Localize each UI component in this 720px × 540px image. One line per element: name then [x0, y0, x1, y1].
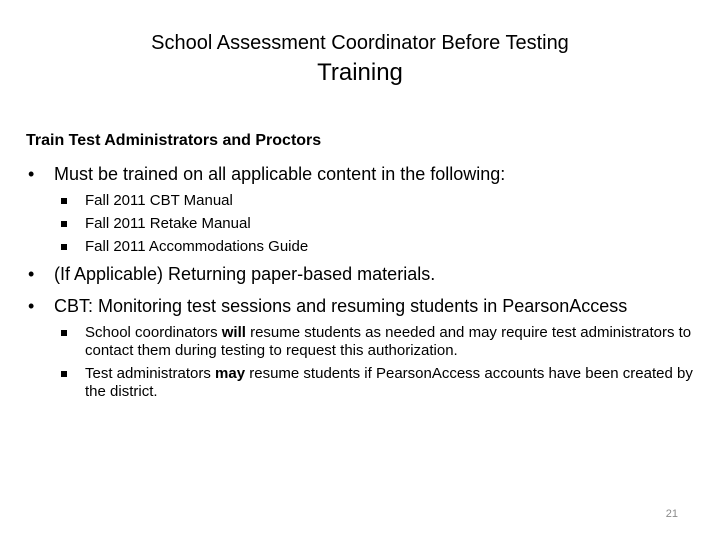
square-bullet-icon: [61, 244, 67, 250]
bullet-dot-icon: •: [28, 164, 35, 184]
emphasis-will: will: [221, 324, 246, 341]
sub-bullet-item: [28, 238, 698, 256]
square-bullet-icon: [61, 330, 67, 336]
sub-bullet-text: Fall 2011 Retake Manual: [85, 215, 251, 232]
bullet-dot-icon: •: [28, 264, 35, 284]
sub-bullet-post: resume students if PearsonAccess accounts have been created by the district.: [85, 365, 693, 400]
bullet-item: [28, 262, 698, 286]
bullet-text: Must be trained on all applicable content in the following:: [54, 164, 506, 184]
emphasis-may: may: [215, 365, 246, 382]
bullet-dot-icon: •: [28, 296, 35, 316]
sub-bullet-list: [28, 324, 698, 401]
section-heading: Train Test Administrators and Proctors: [26, 132, 322, 149]
sub-bullet-text: Fall 2011 CBT Manual: [85, 192, 233, 209]
sub-bullet-item: [28, 365, 698, 401]
title-line-2: Training: [317, 59, 403, 86]
sub-bullet-item: [28, 192, 698, 210]
bullet-item: [28, 162, 698, 186]
square-bullet-icon: [61, 221, 67, 227]
sub-bullet-pre: School coordinators: [85, 324, 222, 341]
square-bullet-icon: [61, 371, 67, 377]
sub-bullet-list: [28, 192, 698, 256]
bullet-list: [28, 162, 698, 407]
sub-bullet-text: Fall 2011 Accommodations Guide: [85, 238, 309, 255]
sub-bullet-item: [28, 215, 698, 233]
title-line-1: School Assessment Coordinator Before Testing: [151, 32, 569, 54]
square-bullet-icon: [61, 198, 67, 204]
sub-bullet-pre: Test administrators: [85, 365, 216, 382]
bullet-text: CBT: Monitoring test sessions and resuming students in PearsonAccess: [54, 296, 628, 316]
sub-bullet-item: [28, 324, 698, 360]
slide-title: [0, 30, 720, 88]
page-number: 21: [665, 508, 678, 520]
bullet-text: (If Applicable) Returning paper-based materials.: [54, 264, 436, 284]
sub-bullet-post: resume students as needed and may require test administrators to contact them during testing to request this authorization.: [85, 324, 692, 359]
bullet-item: [28, 294, 698, 318]
